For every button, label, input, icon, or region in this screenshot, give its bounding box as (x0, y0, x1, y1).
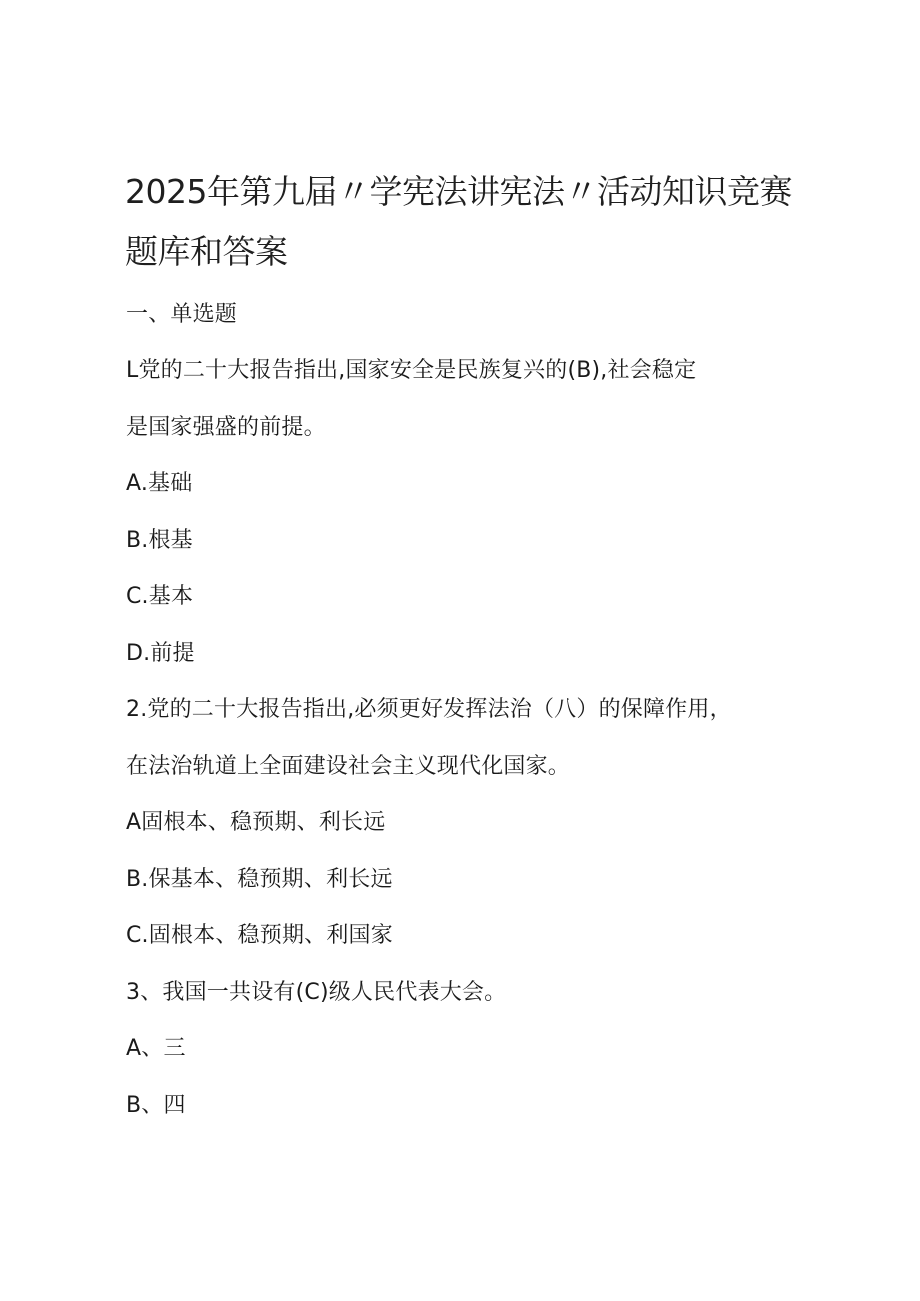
question-2-option-b: B.保基本、稳预期、利长远 (126, 867, 393, 892)
document-title-line-2: 题库和答案 (125, 232, 288, 271)
question-2-stem-line-2: 在法治轨道上全面建设社会主义现代化国家。 (126, 754, 571, 779)
question-1-stem-line-2: 是国家强盛的前提。 (126, 415, 326, 440)
question-1-stem-line-1: L党的二十大报告指出,国家安全是民族复兴的(B),社会稳定 (126, 358, 697, 383)
question-2-option-a: A固根本、稳预期、利长远 (126, 810, 386, 835)
question-2-option-c: C.固根本、稳预期、利国家 (126, 923, 393, 948)
section-heading: 一、单选题 (126, 302, 238, 327)
document-title-line-1: 2025年第九届〃学宪法讲宪法〃活动知识竞赛 (125, 172, 792, 211)
question-3-option-a: A、三 (126, 1036, 186, 1061)
question-2-stem-line-1: 2.党的二十大报告指出,必须更好发挥法治（八）的保障作用， (126, 697, 732, 722)
question-1-option-c: C.基本 (126, 584, 194, 609)
question-3-option-b: B、四 (126, 1093, 186, 1118)
question-3-stem-line-1: 3、我国一共设有(C)级人民代表大会。 (126, 980, 507, 1005)
question-1-option-d: D.前提 (126, 641, 195, 666)
question-1-option-a: A.基础 (126, 471, 193, 496)
question-1-option-b: B.根基 (126, 528, 193, 553)
